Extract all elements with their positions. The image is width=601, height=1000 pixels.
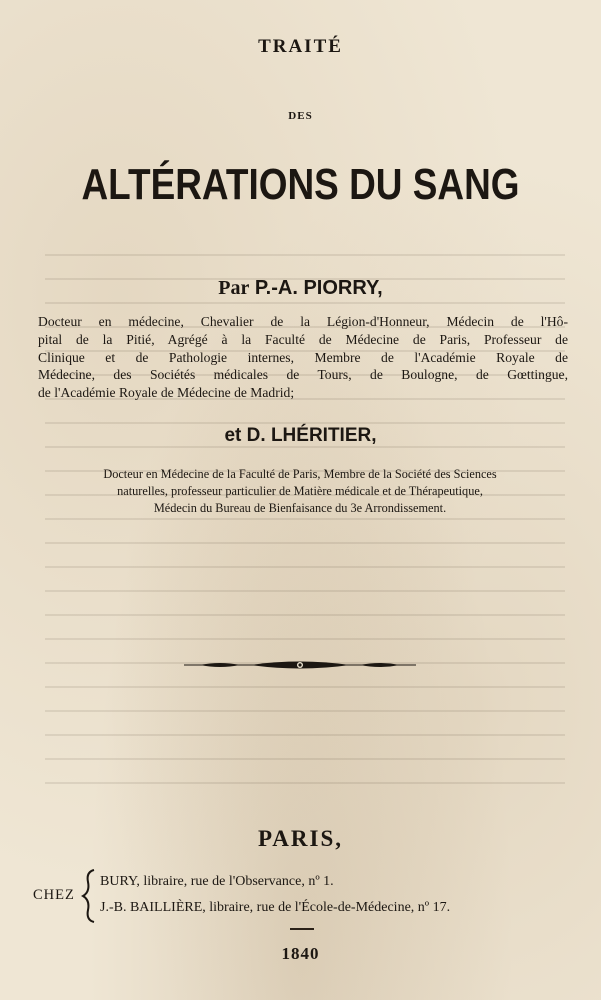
credentials-line: Médecin du Bureau de Bienfaisance du 3e Arrondissement.	[153, 501, 447, 515]
credentials-line: de l'Académie Royale de Médecine de Madrid;	[38, 385, 295, 401]
divider-dash	[290, 928, 314, 930]
publisher-bury: BURY, libraire, rue de l'Observance, nº 1.	[100, 874, 334, 889]
title-line-des: DES	[288, 110, 313, 122]
curly-brace-icon	[80, 868, 98, 924]
author-piorry	[0, 277, 601, 300]
author-name-piorry: P.-A. PIORRY,	[254, 277, 383, 299]
credentials-line: Docteur en Médecine de la Faculté de Paris, Membre de la Société des Sciences	[103, 467, 497, 481]
main-title: ALTÉRATIONS DU SANG	[81, 160, 520, 209]
credentials-line: naturelles, professeur particulier de Matière médicale et de Thérapeutique,	[117, 484, 483, 498]
imprint-city: PARIS,	[257, 826, 344, 851]
author-lheritier	[0, 425, 601, 447]
credentials-line: pital de la Pitié, Agrégé à la Faculté de Médecine de Paris, Professeur de	[38, 331, 568, 347]
ornamental-divider-icon	[180, 658, 420, 672]
author-prefix-par: Par	[218, 277, 250, 299]
author-name-lheritier: D. LHÉRITIER,	[246, 425, 377, 446]
credentials-line: Docteur en médecine, Chevalier de la Légion-d'Honneur, Médecin de l'Hô-	[38, 314, 568, 329]
author-piorry-credentials	[38, 313, 568, 402]
author-prefix-et: et	[224, 425, 242, 446]
imprint-chez: CHEZ	[33, 887, 75, 903]
credentials-line: Clinique et de Pathologie internes, Membre de l'Académie Royale de	[38, 349, 568, 365]
title-line-traite: TRAITÉ	[258, 36, 343, 57]
credentials-line: Médecine, des Sociétés médicales de Tours, de Boulogne, de Gœttingue,	[38, 367, 568, 383]
publication-year: 1840	[281, 944, 320, 963]
author-lheritier-credentials	[30, 466, 570, 517]
publisher-bailliere: J.-B. BAILLIÈRE, libraire, rue de l'École-de-Médecine, nº 17.	[100, 900, 451, 915]
